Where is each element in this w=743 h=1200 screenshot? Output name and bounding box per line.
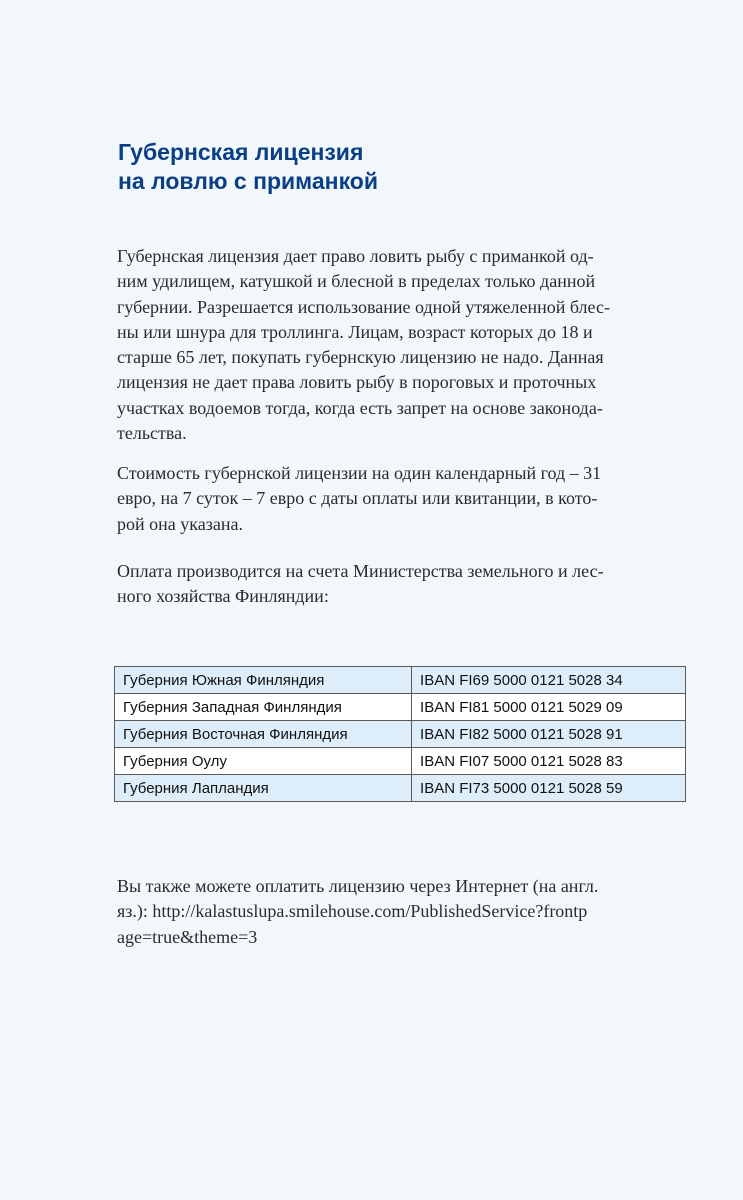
payment-info-paragraph [117, 559, 604, 610]
table-row [115, 694, 686, 721]
region-cell: Губерния Восточная Финляндия [115, 721, 412, 748]
text-line: тельства. [117, 423, 187, 444]
table-row [115, 775, 686, 802]
region-cell: Губерния Западная Финляндия [115, 694, 412, 721]
text-line: губернии. Разрешается использование одной утяжеленной блес- [117, 296, 610, 317]
text-line: участках водоемов тогда, когда есть запрет на основе законода- [117, 397, 603, 418]
text-line: лицензия не дает права ловить рыбу в пороговых и проточных [117, 372, 597, 393]
text-line: ним удилищем, катушкой и блесной в пределах только данной [117, 271, 596, 292]
iban-cell: IBAN FI82 5000 0121 5028 91 [412, 721, 686, 748]
license-description-paragraph [117, 244, 610, 446]
text-line: яз.): http://kalastuslupa.smilehouse.com/PublishedService?frontp [117, 901, 588, 922]
text-line: ного хозяйства Финляндии: [117, 586, 329, 607]
iban-cell: IBAN FI07 5000 0121 5028 83 [412, 748, 686, 775]
region-cell: Губерния Южная Финляндия [115, 667, 412, 694]
iban-accounts-table [114, 666, 686, 802]
iban-cell: IBAN FI73 5000 0121 5028 59 [412, 775, 686, 802]
text-line: евро, на 7 суток – 7 евро с даты оплаты или квитанции, в кото- [117, 488, 598, 509]
table-row [115, 667, 686, 694]
iban-cell: IBAN FI81 5000 0121 5029 09 [412, 694, 686, 721]
region-cell: Губерния Лапландия [115, 775, 412, 802]
table-row [115, 748, 686, 775]
text-line: Стоимость губернской лицензии на один календарный год – 31 [117, 463, 602, 483]
title-line: на ловлю с приманкой [118, 168, 378, 194]
text-line: ны или шнура для троллинга. Лицам, возраст которых до 18 и [117, 321, 593, 342]
table-row [115, 721, 686, 748]
text-line: Вы также можете оплатить лицензию через Интернет (на англ. [117, 876, 599, 896]
text-line: Губернская лицензия дает право ловить рыбу с приманкой од- [117, 246, 594, 266]
page-title [118, 138, 378, 196]
text-line: age=true&theme=3 [117, 926, 258, 947]
text-line: рой она указана. [117, 513, 243, 534]
region-cell: Губерния Оулу [115, 748, 412, 775]
text-line: Оплата производится на счета Министерства земельного и лес- [117, 561, 604, 581]
online-payment-paragraph [117, 874, 598, 950]
iban-cell: IBAN FI69 5000 0121 5028 34 [412, 667, 686, 694]
title-line: Губернская лицензия [118, 139, 364, 165]
license-price-paragraph [117, 461, 601, 537]
text-line: старше 65 лет, покупать губернскую лицензию не надо. Данная [117, 347, 604, 368]
